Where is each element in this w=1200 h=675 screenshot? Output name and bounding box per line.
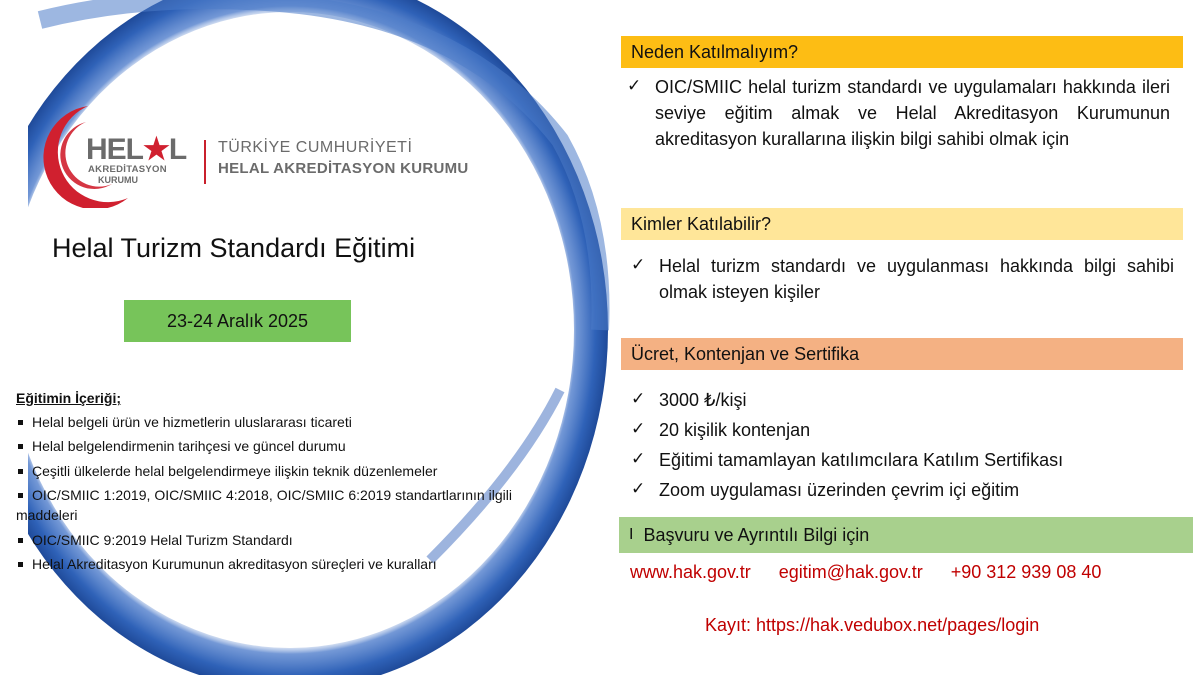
list-item: ✓ Eğitimi tamamlayan katılımcılara Katılım Sertifikası [631,449,1064,471]
training-content [16,389,512,580]
content-list [16,413,512,575]
website-link[interactable]: www.hak.gov.tr [630,562,751,582]
registration-link[interactable]: Kayıt: https://hak.vedubox.net/pages/login [705,615,1040,635]
checkmark-icon: ✓ [631,479,646,500]
checkmark-icon: ✓ [631,389,646,409]
content-heading: Eğitimin İçeriği; [16,390,122,406]
who-list [629,253,1174,305]
fee-list [629,387,1174,507]
checkmark-icon: ✓ [627,76,642,96]
org-name-line-1: TÜRKİYE CUMHURİYETİ [218,139,413,156]
list-item: OIC/SMIIC 1:2019, OIC/SMIIC 4:2018, OIC/SMIIC 6:2019 standartlarının ilgili maddeleri [16,486,512,525]
list-item: OIC/SMIIC 9:2019 Helal Turizm Standardı [16,531,512,551]
apply-section-header: I Başvuru ve Ayrıntılı Bilgi için [619,517,1193,553]
fee-section-header: Ücret, Kontenjan ve Sertifika [621,338,1183,370]
org-name-line-2: HELAL AKREDİTASYON KURUMU [218,160,469,177]
date-badge: 23-24 Aralık 2025 [124,300,351,342]
contact-info [630,561,1170,585]
list-item: ✓ 20 kişilik kontenjan [631,419,811,441]
list-item: ✓ Helal turizm standardı ve uygulanması hakkında bilgi sahibi olmak isteyen kişiler [631,255,1174,303]
why-list [625,74,1170,152]
checkmark-icon: ✓ [631,255,646,275]
list-item: Çeşitli ülkelerde helal belgelendirmeye ilişkin teknik düzenlemeler [16,462,512,482]
checkmark-icon: ✓ [631,449,646,470]
page-title: Helal Turizm Standardı Eğitimi [52,233,416,263]
phone-number: +90 312 939 08 40 [950,562,1102,582]
helal-akreditasyon-logo [28,98,469,208]
star-icon: ★ [143,133,169,166]
list-item: Helal belgelendirmenin tarihçesi ve güncel durumu [16,437,512,457]
logo-subtitle: AKREDİTASYON [88,164,167,175]
logo-subtitle-2: KURUMU [98,175,138,185]
list-item: ✓ 3000 ₺/kişi [631,389,747,410]
bar-marker: I [629,526,634,543]
why-section-header: Neden Katılmalıyım? [621,36,1183,68]
email-link[interactable]: egitim@hak.gov.tr [778,562,923,582]
list-item: Helal belgeli ürün ve hizmetlerin uluslararası ticareti [16,413,512,433]
who-section-header: Kimler Katılabilir? [621,208,1183,240]
list-item: ✓ OIC/SMIIC helal turizm standardı ve uygulamaları hakkında ileri seviye eğitim almak ve Helal Akreditasyon Kurumunun akreditasyon kurallarına ilişkin bilgi sahibi olmak için [627,76,1170,150]
logo-divider [204,140,206,184]
checkmark-icon: ✓ [631,419,646,440]
logo-wordmark: HEL★L [86,133,187,166]
list-item: ✓ Zoom uygulaması üzerinden çevrim içi eğitim [631,479,1020,501]
list-item: Helal Akreditasyon Kurumunun akreditasyon süreçleri ve kuralları [16,555,512,575]
